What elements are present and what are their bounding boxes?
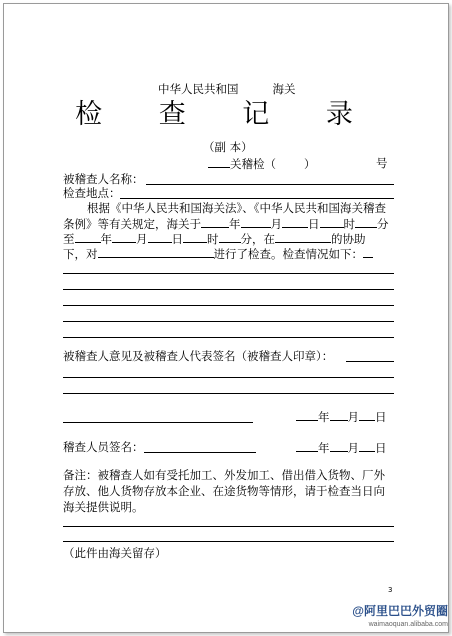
body-line-3 [63,231,366,246]
note-line [63,526,394,527]
body-line-2 [63,216,389,231]
day-unit: 日 [308,217,320,231]
note-line-2: 存放、他人货物存放本企业、在途货物等情形，请于检查当日向 [63,484,385,498]
customs-header [158,82,296,96]
page-number: 3 [388,586,393,594]
situation-line [63,337,394,338]
inspector-signature-line [144,452,256,453]
at-text: ，在 [252,232,275,246]
body-line-1: 根据《中华人民共和国海关法》、《中华人民共和国海关稽查 [87,201,386,215]
opinion-date [296,409,387,424]
for-text: 下，对 [63,247,98,261]
assist-text: 的协助 [331,232,366,246]
inspector-label: 稽查人员签名： [63,440,144,454]
situation-line [63,321,394,322]
opinion-signature-line [63,422,253,423]
footer-note: （此件由海关留存） [63,546,167,560]
opinion-line [63,393,394,394]
situation-line [63,289,394,290]
inspector-date [296,440,387,455]
inspected-name-label: 被稽查人名称： [63,172,144,186]
year-unit: 年 [229,217,241,231]
year-unit-2: 年 [100,232,112,246]
document-number-line [208,156,316,171]
inspected-name-line [146,184,394,185]
situation-line [63,273,394,274]
watermark-title: @阿里巴巴外贸圈 [352,604,448,618]
page-title: 检 查 记 录 [75,99,377,130]
month-unit-2: 月 [136,232,148,246]
inspection-site-label: 检查地点： [63,186,121,200]
number-close: ） [304,157,316,171]
copy-label: （副 本） [203,140,253,154]
opinion-line [63,377,394,378]
office-blank [208,156,230,168]
note-line [63,541,394,542]
minute-unit: 分 [377,217,389,231]
hour-unit: 时 [343,217,355,231]
body-line-2-text: 条例》等有关规定，海关于 [63,217,201,231]
inspection-site-line [120,198,394,199]
opinion-line [346,361,394,362]
number-suffix: 号 [376,156,388,170]
month-unit-3: 月 [347,410,359,424]
situation-line [63,305,394,306]
watermark-url: waimaoquan.alibaba.com [368,621,448,628]
year-unit-3: 年 [318,410,330,424]
note-line-1: 备注：被稽查人如有受托加工、外发加工、借出借入货物、厂外 [63,468,385,482]
inspected-text: 进行了检查。检查情况如下： [213,247,363,261]
opinion-label: 被稽查人意见及被稽查人代表签名（被稽查人印章）： [63,349,334,363]
day-unit-2: 日 [171,232,183,246]
day-unit-3: 日 [375,410,387,424]
customs-suffix: 海关 [272,82,296,96]
body-line-4 [63,246,373,261]
month-unit-4: 月 [347,441,359,455]
note-line-3: 海关提供说明。 [63,500,144,514]
day-unit-4: 日 [375,441,387,455]
minute-unit-2: 分 [240,232,252,246]
month-unit: 月 [270,217,282,231]
year-unit-4: 年 [318,441,330,455]
number-prefix: 关稽检（ [230,157,276,171]
customs-title: 中华人民共和国 [158,82,239,96]
to-text: 至 [63,232,75,246]
hour-unit-2: 时 [207,232,219,246]
document-page [3,3,449,633]
